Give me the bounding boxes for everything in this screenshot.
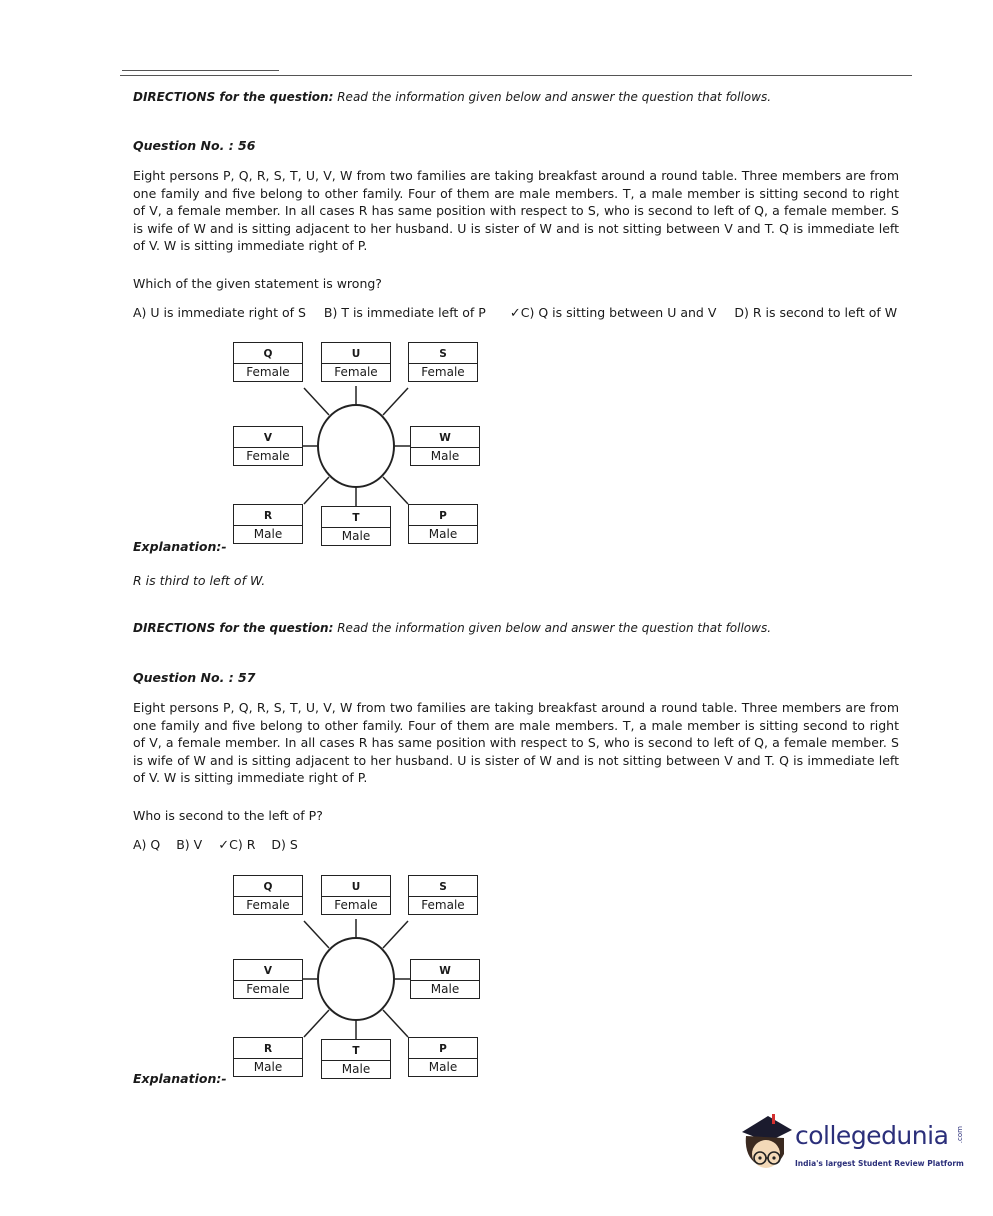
question-number-57: Question No. : 57	[133, 670, 256, 685]
seat-box: T Male	[321, 506, 391, 546]
directions-57	[133, 621, 771, 635]
round-table	[318, 938, 394, 1020]
option-a: A) U is immediate right of S	[133, 305, 306, 320]
seat-box: S Female	[408, 875, 478, 915]
header-rule	[120, 75, 912, 76]
explanation-label-57: Explanation:-	[133, 1071, 227, 1086]
passage-57: Eight persons P, Q, R, S, T, U, V, W from two families are taking breakfast around a round table. Three members are from one family and five belong to other family. Four of them are male members. T, a male member is sitting second to right of V, a female member. In all cases R has same position with respect to S, who is second to left of Q, a female member. S is wife of W and is sitting adjacent to her husband. U is sister of W and is not sitting between V and T. Q is immediate left of V. W is sitting immediate right of P.	[133, 700, 899, 786]
check-icon: ✓	[218, 838, 230, 853]
directions-label: DIRECTIONS for the question:	[133, 621, 334, 635]
logo-suffix: .com	[956, 1126, 964, 1144]
round-table	[318, 405, 394, 487]
connector-line	[383, 1010, 408, 1037]
seat-box: T Male	[321, 1039, 391, 1079]
seat-box: P Male	[408, 504, 478, 544]
connector-line	[304, 388, 329, 415]
seat-box: V Female	[233, 426, 303, 466]
seat-box: U Female	[321, 342, 391, 382]
seat-box: S Female	[408, 342, 478, 382]
connector-line	[304, 921, 329, 948]
option-b: B) T is immediate left of P	[323, 305, 486, 320]
directions-label: DIRECTIONS for the question:	[133, 90, 334, 104]
seating-diagram-57	[230, 875, 482, 1089]
directions-text: Read the information given below and answer the question that follows.	[337, 621, 772, 635]
connector-line	[383, 388, 408, 415]
option-a: A) Q	[133, 837, 161, 852]
connector-line	[304, 1010, 329, 1037]
question-text-57: Who is second to the left of P?	[133, 808, 323, 823]
check-icon: ✓	[509, 306, 521, 321]
seat-box: W Male	[410, 959, 480, 999]
option-d: D) S	[271, 837, 298, 852]
option-d: D) R is second to left of W	[734, 305, 898, 320]
seat-box: Q Female	[233, 875, 303, 915]
collegedunia-logo	[738, 1110, 968, 1180]
option-c: ✓C) Q is sitting between U and V	[509, 305, 717, 321]
options-57	[133, 837, 298, 853]
connector-line	[383, 477, 408, 504]
seat-box: U Female	[321, 875, 391, 915]
seat-box: P Male	[408, 1037, 478, 1077]
seat-box: V Female	[233, 959, 303, 999]
mascot-icon	[738, 1110, 794, 1176]
question-text-56: Which of the given statement is wrong?	[133, 276, 382, 291]
explanation-label-56: Explanation:-	[133, 539, 227, 554]
directions-text: Read the information given below and answer the question that follows.	[337, 90, 772, 104]
seating-diagram-56	[230, 342, 482, 556]
header-short-rule	[122, 70, 279, 71]
connector-line	[304, 477, 329, 504]
seat-box: R Male	[233, 1037, 303, 1077]
seat-box: Q Female	[233, 342, 303, 382]
logo-wordmark: collegedunia	[795, 1121, 949, 1150]
seat-box: W Male	[410, 426, 480, 466]
option-b: B) V	[176, 837, 203, 852]
explanation-text-56: R is third to left of W.	[133, 573, 266, 588]
passage-56: Eight persons P, Q, R, S, T, U, V, W from two families are taking breakfast around a round table. Three members are from one family and five belong to other family. Four of them are male members. T, a male member is sitting second to right of V, a female member. In all cases R has same position with respect to S, who is second to left of Q, a female member. S is wife of W and is sitting adjacent to her husband. U is sister of W and is not sitting between V and T. Q is immediate left of V. W is sitting immediate right of P.	[133, 168, 899, 254]
logo-tagline: India's largest Student Review Platform	[795, 1159, 964, 1168]
seat-box: R Male	[233, 504, 303, 544]
connector-line	[383, 921, 408, 948]
option-c: ✓C) R	[218, 837, 256, 853]
options-56	[133, 305, 897, 321]
directions-56	[133, 90, 771, 104]
question-number-56: Question No. : 56	[133, 138, 256, 153]
